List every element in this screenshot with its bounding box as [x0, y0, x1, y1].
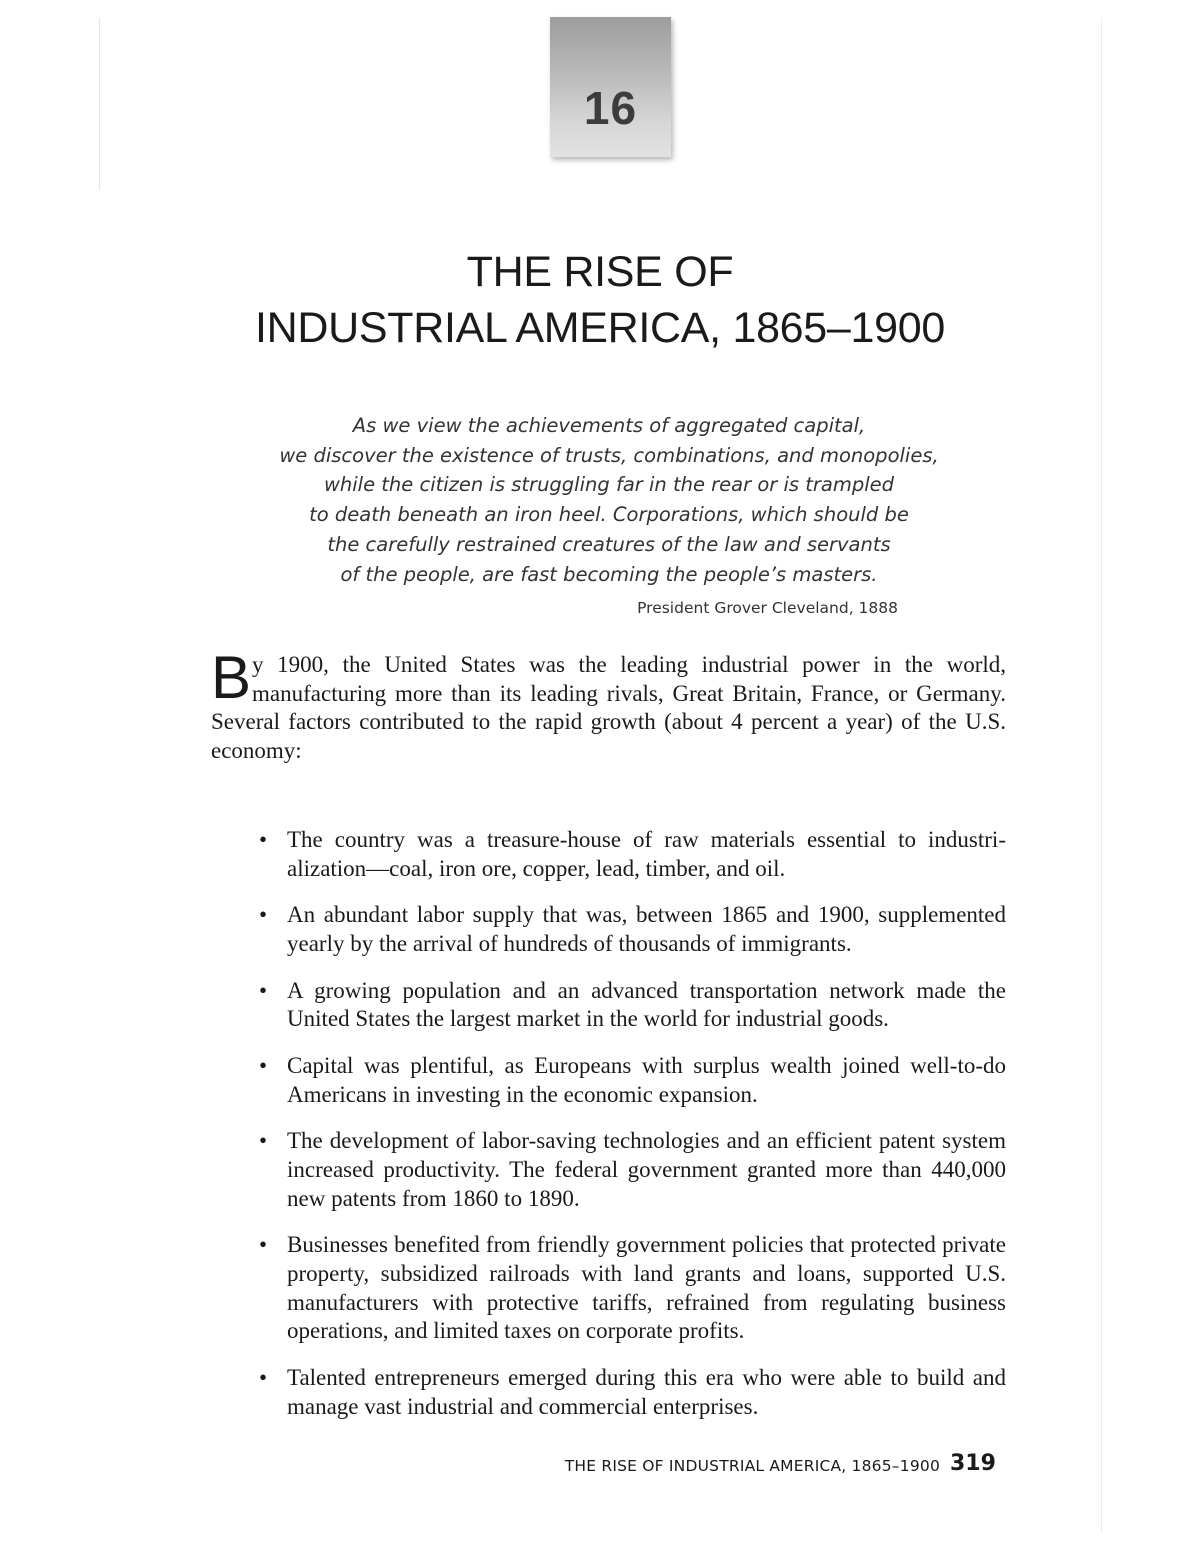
- chapter-number-box: [550, 17, 671, 157]
- bullet-marker: •: [259, 977, 268, 1003]
- list-item-text: An abundant labor supply that was, between 1865 and 1900, supplemented yearly by the arrival of hundreds of thousands of immigrants.: [287, 902, 1006, 956]
- bullet-marker: •: [259, 827, 268, 852]
- epigraph-line: the carefully restrained creatures of the law and servants: [327, 532, 891, 556]
- bullet-marker: •: [259, 1364, 268, 1390]
- intro-text: y 1900, the United States was the leading industrial power in the world, manufacturing more than its leading rivals, Great Britain, France, or Germany. Several factors contributed to the rapid growth (about 4 percent a year) of the U.S. economy:: [211, 652, 1006, 764]
- list-item-text: Businesses benefited from friendly government policies that protected private property, subsidized railroads with land grants and loans, supported U.S. manufacturers with protective tariffs, refrained from regulating business operations, and limited taxes on corporate profits.: [287, 1232, 1006, 1344]
- epigraph-quote: [200, 411, 1018, 589]
- list-item-text: Talented entrepreneurs emerged during this era who were able to build and manage vast industrial and commercial enterprises.: [287, 1364, 1006, 1419]
- epigraph-line: to death beneath an iron heel. Corporations, which should be: [309, 503, 909, 527]
- bullet-marker: •: [259, 1052, 268, 1078]
- page-edge-right: [1101, 18, 1102, 1533]
- list-item: [259, 1231, 1006, 1346]
- chapter-number: 16: [583, 82, 638, 134]
- bullet-marker: •: [259, 902, 268, 928]
- list-item-text: A growing population and an advanced transportation network made the United States the largest market in the world for industrial goods.: [287, 977, 1006, 1032]
- list-item: [259, 1052, 1006, 1109]
- chapter-title: [100, 244, 1100, 356]
- epigraph-line: of the people, are fast becoming the people’s masters.: [340, 562, 878, 586]
- factors-list: [259, 826, 1006, 1439]
- running-head: THE RISE OF INDUSTRIAL AMERICA, 1865–1900: [564, 1457, 940, 1475]
- list-item-text: The development of labor-saving technologies and an efficient patent system increased productivity. The federal government granted more than 440,000 new patents from 1860 to 1890.: [287, 1128, 1006, 1211]
- epigraph-line: we discover the existence of trusts, combinations, and monopolies,: [279, 443, 939, 467]
- list-item: [259, 1364, 1006, 1421]
- page-number: 319: [950, 1451, 996, 1476]
- list-item: [259, 1127, 1006, 1213]
- chapter-title-line: INDUSTRIAL AMERICA, 1865–1900: [255, 304, 945, 352]
- bullet-marker: •: [259, 1128, 268, 1154]
- list-item: [259, 901, 1006, 958]
- bullet-marker: •: [259, 1232, 268, 1258]
- epigraph-attribution: President Grover Cleveland, 1888: [637, 599, 898, 617]
- intro-paragraph: [211, 644, 1006, 766]
- page-edge-left: [99, 18, 100, 190]
- chapter-title-line: THE RISE OF: [466, 248, 734, 296]
- list-item: [259, 977, 1006, 1034]
- list-item-text: The country was a treasure-house of raw materials essential to industrialization—coal, iron ore, copper, lead, timber, and oil.: [287, 827, 1006, 881]
- list-item-text: Capital was plentiful, as Europeans with surplus wealth joined well-to-do Americans in investing in the economic expansion.: [287, 1052, 1006, 1107]
- epigraph-line: As we view the achievements of aggregated capital,: [352, 414, 866, 437]
- drop-cap: B: [211, 644, 252, 711]
- epigraph-line: while the citizen is struggling far in the rear or is trampled: [323, 473, 895, 497]
- list-item: [259, 826, 1006, 883]
